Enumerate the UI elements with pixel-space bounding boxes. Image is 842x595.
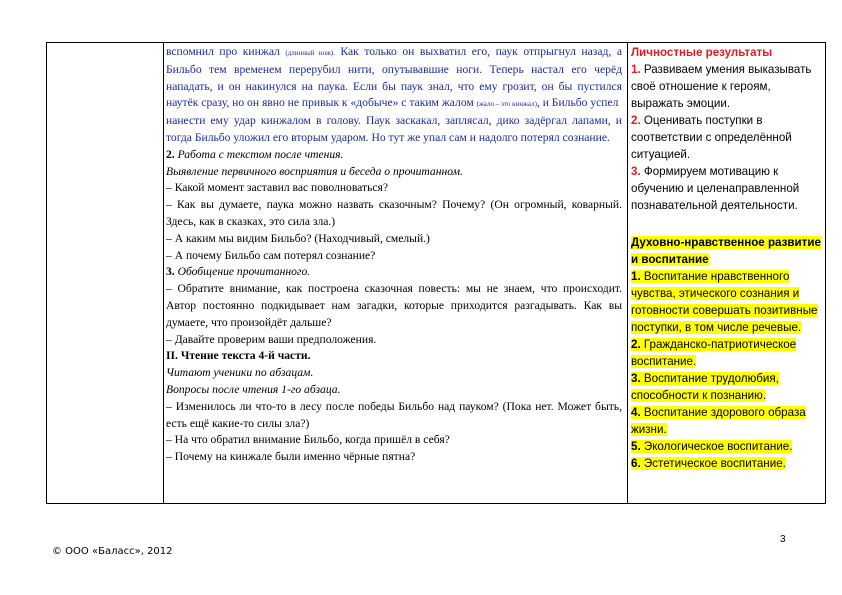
section-subtitle: Читают ученики по абзацам. (166, 366, 314, 380)
story-paragraph-1 (166, 44, 622, 113)
item-number: 6. (631, 457, 641, 470)
section-heading-2 (166, 147, 622, 164)
item-text: Воспитание трудолюбия, способности к познанию. (631, 372, 779, 402)
item-text: Воспитание здорового образа жизни. (631, 406, 806, 436)
item-number: 1. (631, 63, 641, 76)
moral-item (631, 438, 823, 455)
column-divider-left (163, 43, 164, 503)
item-text: Оценивать поступки в соответствии с определённой ситуацией. (631, 114, 792, 161)
column-divider-right (627, 43, 628, 503)
section-title: Обобщение прочитанного. (174, 265, 311, 279)
footnote: (длинный нож). (285, 49, 335, 57)
story-text: , и Бильбо успел (536, 96, 619, 110)
item-text: Гражданско-патриотическое воспитание. (631, 338, 797, 368)
moral-item (631, 370, 823, 404)
question-item: – Какой момент заставил вас поволноваться? (166, 181, 389, 195)
personal-results-heading: Личностные результаты (631, 46, 773, 59)
question-item: – Изменилось ли что-то в лесу после победы Бильбо над пауком? (Пока нет. Может быть, есть ещё какие-то силы зла?) (166, 399, 622, 430)
moral-item (631, 268, 823, 336)
section-number: 2. (166, 147, 175, 161)
item-text: Развиваем умения выказывать своё отношение к героям, выражать эмоции. (631, 63, 812, 110)
section-heading-3 (166, 264, 622, 281)
moral-item (631, 404, 823, 438)
item-text: Эстетическое воспитание. (640, 457, 786, 470)
item-number: 4. (631, 406, 641, 419)
question-item: – Обратите внимание, как построена сказочная повесть: мы не знаем, что происходит. Автор постоянно подкидывает нам загадки, которые приходится разгадывать. Как вы думаете, что произойдёт дальше? (166, 282, 622, 329)
section-heading-4: II. Чтение текста 4-й части. (166, 349, 311, 363)
story-text: вспомнил про кинжал (166, 45, 286, 58)
personal-result-item (631, 61, 823, 112)
item-number: 3. (631, 165, 641, 178)
moral-education-heading (631, 234, 823, 268)
section-title: Работа с текстом после чтения. (174, 147, 344, 161)
heading-text: Духовно-нравственное развитие и воспитание (631, 236, 821, 266)
personal-result-item (631, 112, 823, 163)
item-number: 2. (631, 338, 641, 351)
copyright-footer: © ООО «Баласс», 2012 (52, 546, 173, 557)
item-number: 1. (631, 270, 641, 283)
page-number: 3 (780, 534, 786, 545)
story-paragraph-2: нанести ему удар кинжалом в голову. Паук заскакал, заплясал, дико задёргал лапами, и тогда Бильбо уложил его вторым ударом. Но тут же упал сам и надолго потерял сознание. (166, 114, 622, 144)
item-number: 5. (631, 440, 641, 453)
moral-item (631, 336, 823, 370)
item-text: Экологическое воспитание. (640, 440, 793, 453)
story-text: Как только он выхватил его, паук отпрыгнул назад, а Бильбо тем временем перерубил нити, опутывавшие ноги. Теперь настал его черёд нападать, и он накинулся на паука. Если бы паук знал, что ему грозит, он бы пустился наутёк сразу, но он явно не привык к «добыче» с таким жалом (166, 45, 622, 110)
question-item: – А каким мы видим Бильбо? (Находчивый, смелый.) (166, 231, 430, 245)
question-item: – Давайте проверим ваши предположения. (166, 332, 377, 346)
question-item: – На что обратил внимание Бильбо, когда пришёл в себя? (166, 433, 450, 447)
question-item: – Как вы думаете, паука можно назвать сказочным? Почему? (Он огромный, коварный. Здесь, как в сказках, это сила зла.) (166, 198, 622, 228)
outcomes-column (631, 44, 823, 472)
question-item: – А почему Бильбо сам потерял сознание? (166, 248, 376, 262)
section-subtitle: Вопросы после чтения 1-го абзаца. (166, 382, 341, 396)
footnote: (жало – это кинжал) (476, 100, 537, 109)
personal-result-item (631, 163, 823, 214)
lesson-content-column (166, 44, 622, 466)
item-number: 2. (631, 114, 641, 127)
question-item: – Почему на кинжале были именно чёрные пятна? (166, 450, 416, 464)
section-subtitle: Выявление первичного восприятия и беседа о прочитанном. (166, 164, 463, 178)
moral-item (631, 455, 823, 472)
item-text: Воспитание нравственного чувства, этического сознания и готовности совершать позитивные поступки, в том числе речевые. (631, 270, 818, 334)
item-number: 3. (631, 372, 641, 385)
lesson-table (46, 42, 826, 504)
section-number: 3. (166, 265, 175, 279)
item-text: Формируем мотивацию к обучению и целенаправленной познавательной деятельности. (631, 165, 800, 212)
